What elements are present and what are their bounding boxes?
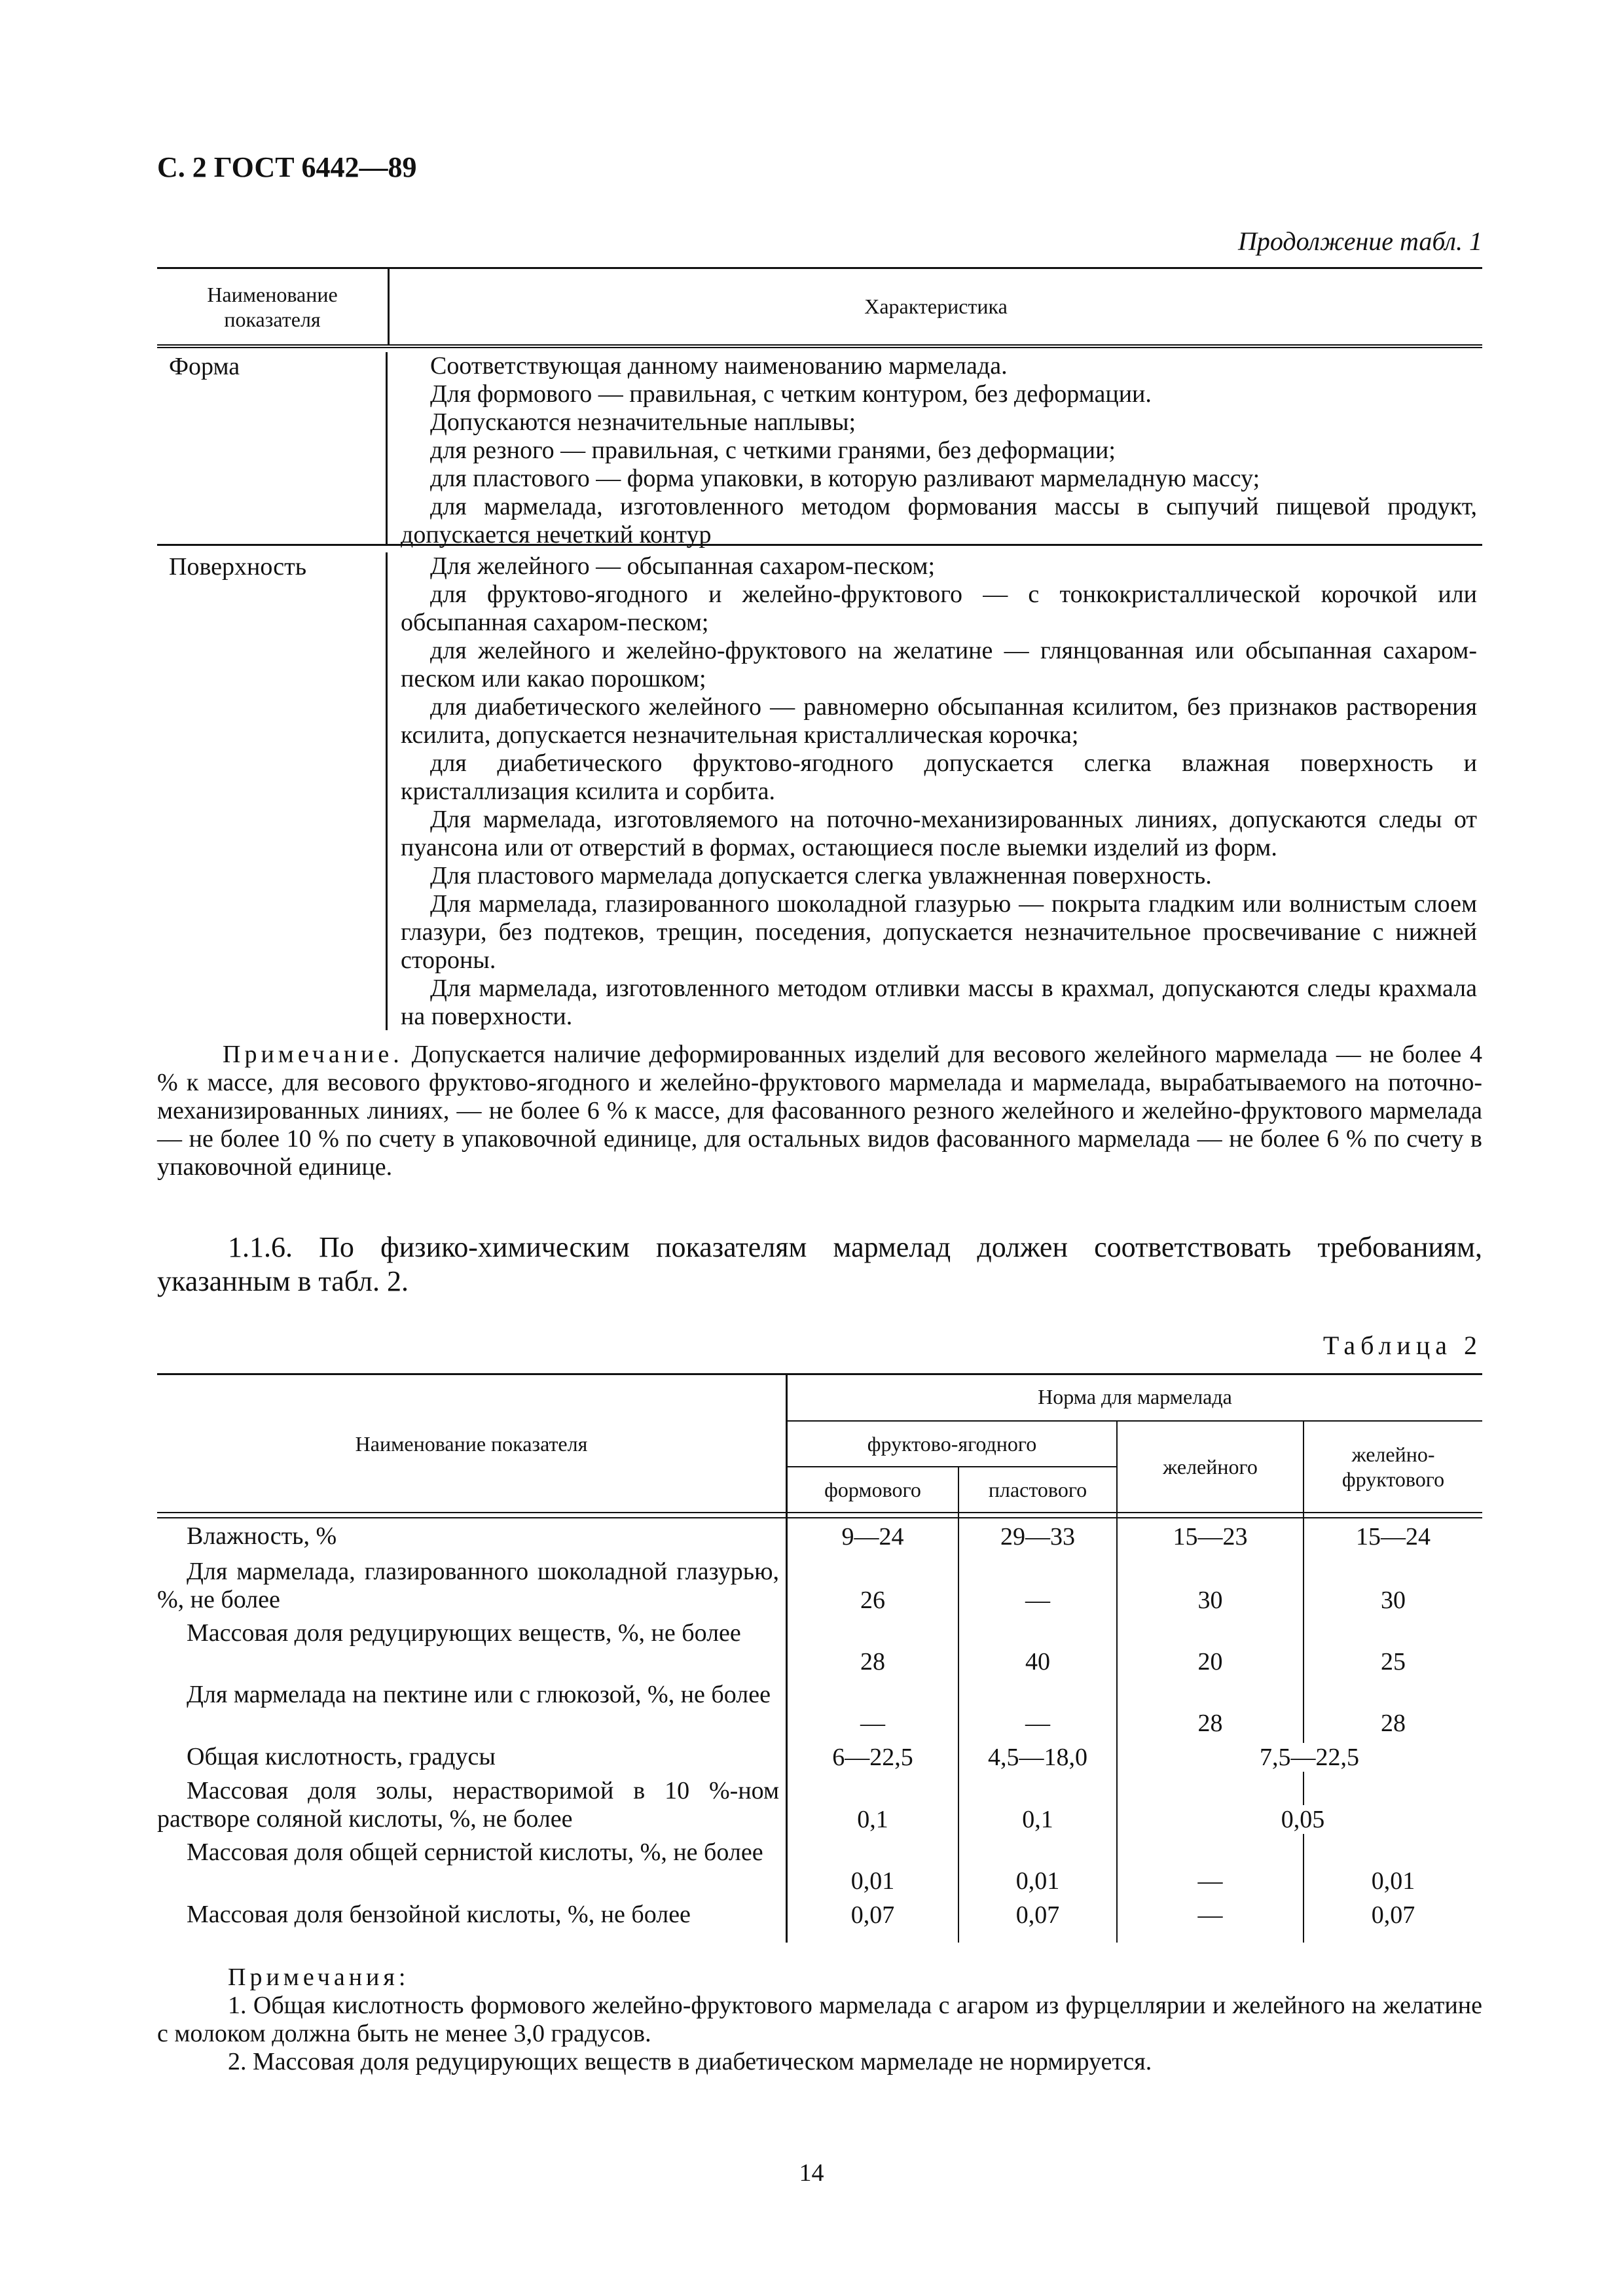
table2-value: 40 xyxy=(1025,1648,1050,1676)
table2-value: 0,1 xyxy=(857,1806,888,1833)
table2-header-norm: Норма для мармелада xyxy=(1038,1385,1232,1408)
table2 xyxy=(157,1373,1482,1943)
table2-value: — xyxy=(1197,1901,1223,1929)
table2-header-name: Наименование показателя xyxy=(355,1431,588,1456)
table1-header xyxy=(157,269,1482,348)
table2-header-fruit: фруктово-ягодного xyxy=(867,1432,1037,1456)
table1 xyxy=(157,267,1482,1030)
table2-value: 9—24 xyxy=(841,1523,904,1551)
table2-header-jelly: желейного xyxy=(1163,1455,1258,1479)
text-line: Для желейного — обсыпанная сахаром-песком; xyxy=(430,552,936,580)
table2-value: 25 xyxy=(1381,1648,1406,1676)
table2-value: 0,01 xyxy=(1015,1867,1060,1895)
table2-value: 0,01 xyxy=(1371,1867,1415,1895)
text-line: Для мармелада, изготовленного методом отливки массы в крахмал, допускаются следы крахмала на поверхности. xyxy=(401,975,1477,1030)
table2-value: 6—22,5 xyxy=(832,1744,913,1771)
table2-row-name: Общая кислотность, градусы xyxy=(187,1743,496,1770)
table2-value: 7,5—22,5 xyxy=(1178,1743,1440,1772)
table1-col1-header: Наименование показателя xyxy=(157,269,390,344)
table1-row xyxy=(157,546,1482,1030)
section-1-1-6 xyxy=(157,1230,1482,1299)
table2-value: 29—33 xyxy=(1000,1523,1075,1551)
table1-row xyxy=(157,348,1482,546)
table2-row-name: Массовая доля редуцирующих веществ, %, не более xyxy=(187,1619,741,1647)
table2-header-plastovogo: пластового xyxy=(988,1478,1087,1501)
text-line: Для формового — правильная, с четким контуром, без деформации. xyxy=(430,380,1152,408)
note-item: 2. Массовая доля редуцирующих веществ в диабетическом мармеладе не нормируется. xyxy=(228,2048,1152,2075)
text-line: Для мармелада, изготовляемого на поточно-механизированных линиях, допускаются следы от пуансона или от отверстий в формах, остающиеся после выемки изделий из форм. xyxy=(401,806,1477,861)
table2-value: 26 xyxy=(860,1587,885,1614)
page-number: 14 xyxy=(799,2159,824,2187)
table2-notes xyxy=(157,1964,1482,2076)
table2-value: 30 xyxy=(1197,1587,1223,1614)
table2-value: 0,1 xyxy=(1022,1806,1053,1833)
table2-value: — xyxy=(860,1710,885,1737)
table2-value: 15—23 xyxy=(1173,1523,1248,1551)
text-line: Для мармелада, глазированного шоколадной глазурью — покрыта гладким или волнистым слоем глазури, без подтеков, трещин, поседения, допускается незначительное просвечивание с нижней стороны. xyxy=(401,890,1477,974)
note-item: 1. Общая кислотность формового желейно-фруктового мармелада с агаром из фурцеллярии и желейного на желатине с молоком должна быть не менее 3,0 градусов. xyxy=(157,1992,1482,2047)
table1-row-text xyxy=(388,552,1482,1030)
section-text: 1.1.6. По физико-химическим показателям мармелад должен соответствовать требованиям, указанным в табл. 2. xyxy=(157,1231,1482,1297)
text-line: Соответствующая данному наименованию мармелада. xyxy=(430,352,1008,380)
table2-value: — xyxy=(1197,1867,1223,1895)
text-line: для резного — правильная, с четкими гранями, без деформации; xyxy=(430,437,1116,464)
table2-value: 28 xyxy=(860,1648,885,1676)
table2-row-name: Для мармелада, глазированного шоколадной глазурью, %, не более xyxy=(157,1558,779,1613)
text-line: Допускаются незначительные наплывы; xyxy=(430,408,856,436)
table1-continuation-label: Продолжение табл. 1 xyxy=(1237,226,1482,256)
table2-value: — xyxy=(1025,1587,1050,1614)
table2-value: 30 xyxy=(1381,1587,1406,1614)
table2-value: 0,07 xyxy=(850,1901,895,1929)
table1-row-text xyxy=(388,352,1482,548)
table2-value: 0,01 xyxy=(850,1867,895,1895)
note-label: Примечание. xyxy=(223,1041,403,1068)
table2-value: 0,07 xyxy=(1015,1901,1060,1929)
table2-value: 0,05 xyxy=(1231,1805,1375,1834)
note-text: Допускается наличие деформированных изделий для весового желейного мармелада — не более 4 % к массе, для весового фруктово-ягодного и желейно-фруктового мармелада и мармелада, вырабатываемого на поточно-механизированных линиях, — не более 6 % к массе, для фасованного резного желейного и желейно-фруктового мармелада — не более 10 % по счету в упаковочной единице, для остальных видов фасованного мармелада — не более 6 % по счету в упаковочной единице. xyxy=(157,1041,1483,1181)
table2-header-jelly-fruit: желейно-фруктового xyxy=(1341,1443,1445,1491)
table2-header-formovogo: формового xyxy=(824,1478,921,1501)
table1-row-name: Поверхность xyxy=(157,552,388,1030)
table2-value: 28 xyxy=(1197,1710,1223,1737)
table2-value: 4,5—18,0 xyxy=(988,1744,1087,1771)
table2-row-name: Массовая доля бензойной кислоты, %, не более xyxy=(187,1901,691,1928)
text-line: для мармелада, изготовленного методом формования массы в сыпучий пищевой продукт, допускается нечеткий контур xyxy=(401,493,1477,548)
table1-col2-header: Характеристика xyxy=(864,295,1008,318)
table2-value: 0,07 xyxy=(1371,1901,1415,1929)
text-line: для диабетического фруктово-ягодного допускается слегка влажная поверхность и кристаллизация ксилита и сорбита. xyxy=(401,749,1477,805)
table1-row-name: Форма xyxy=(157,352,388,544)
table2-row-name: Массовая доля золы, нерастворимой в 10 %-ном растворе соляной кислоты, %, не более xyxy=(157,1777,779,1833)
table2-row-name: Влажность, % xyxy=(187,1522,337,1550)
text-line: для фруктово-ягодного и желейно-фруктового — с тонкокристаллической корочкой или обсыпанная сахаром-песком; xyxy=(401,581,1477,636)
text-line: для диабетического желейного — равномерно обсыпанная ксилитом, без признаков растворения ксилита, допускается незначительная кристаллическая корочка; xyxy=(401,693,1477,749)
text-line: для желейного и желейно-фруктового на желатине — глянцованная или обсыпанная сахаром-песком или какао порошком; xyxy=(401,637,1477,692)
text-line: для пластового — форма упаковки, в которую разливают мармеладную массу; xyxy=(430,465,1260,492)
table2-value: — xyxy=(1025,1710,1050,1737)
text-line: Для пластового мармелада допускается слегка увлажненная поверхность. xyxy=(430,862,1212,889)
table2-row-name: Для мармелада на пектине или с глюкозой, %, не более xyxy=(187,1681,771,1708)
page-header: С. 2 ГОСТ 6442—89 xyxy=(157,151,417,183)
table2-value: 28 xyxy=(1381,1710,1406,1737)
notes-label: Примечания: xyxy=(228,1964,410,1991)
table2-value: 15—24 xyxy=(1356,1523,1431,1551)
table2-value: 20 xyxy=(1197,1648,1223,1676)
table-rule xyxy=(1303,1420,1304,1943)
table1-note xyxy=(157,1041,1482,1181)
table2-row-name: Массовая доля общей сернистой кислоты, %, не более xyxy=(187,1839,763,1866)
table2-label: Таблица 2 xyxy=(1322,1331,1482,1360)
